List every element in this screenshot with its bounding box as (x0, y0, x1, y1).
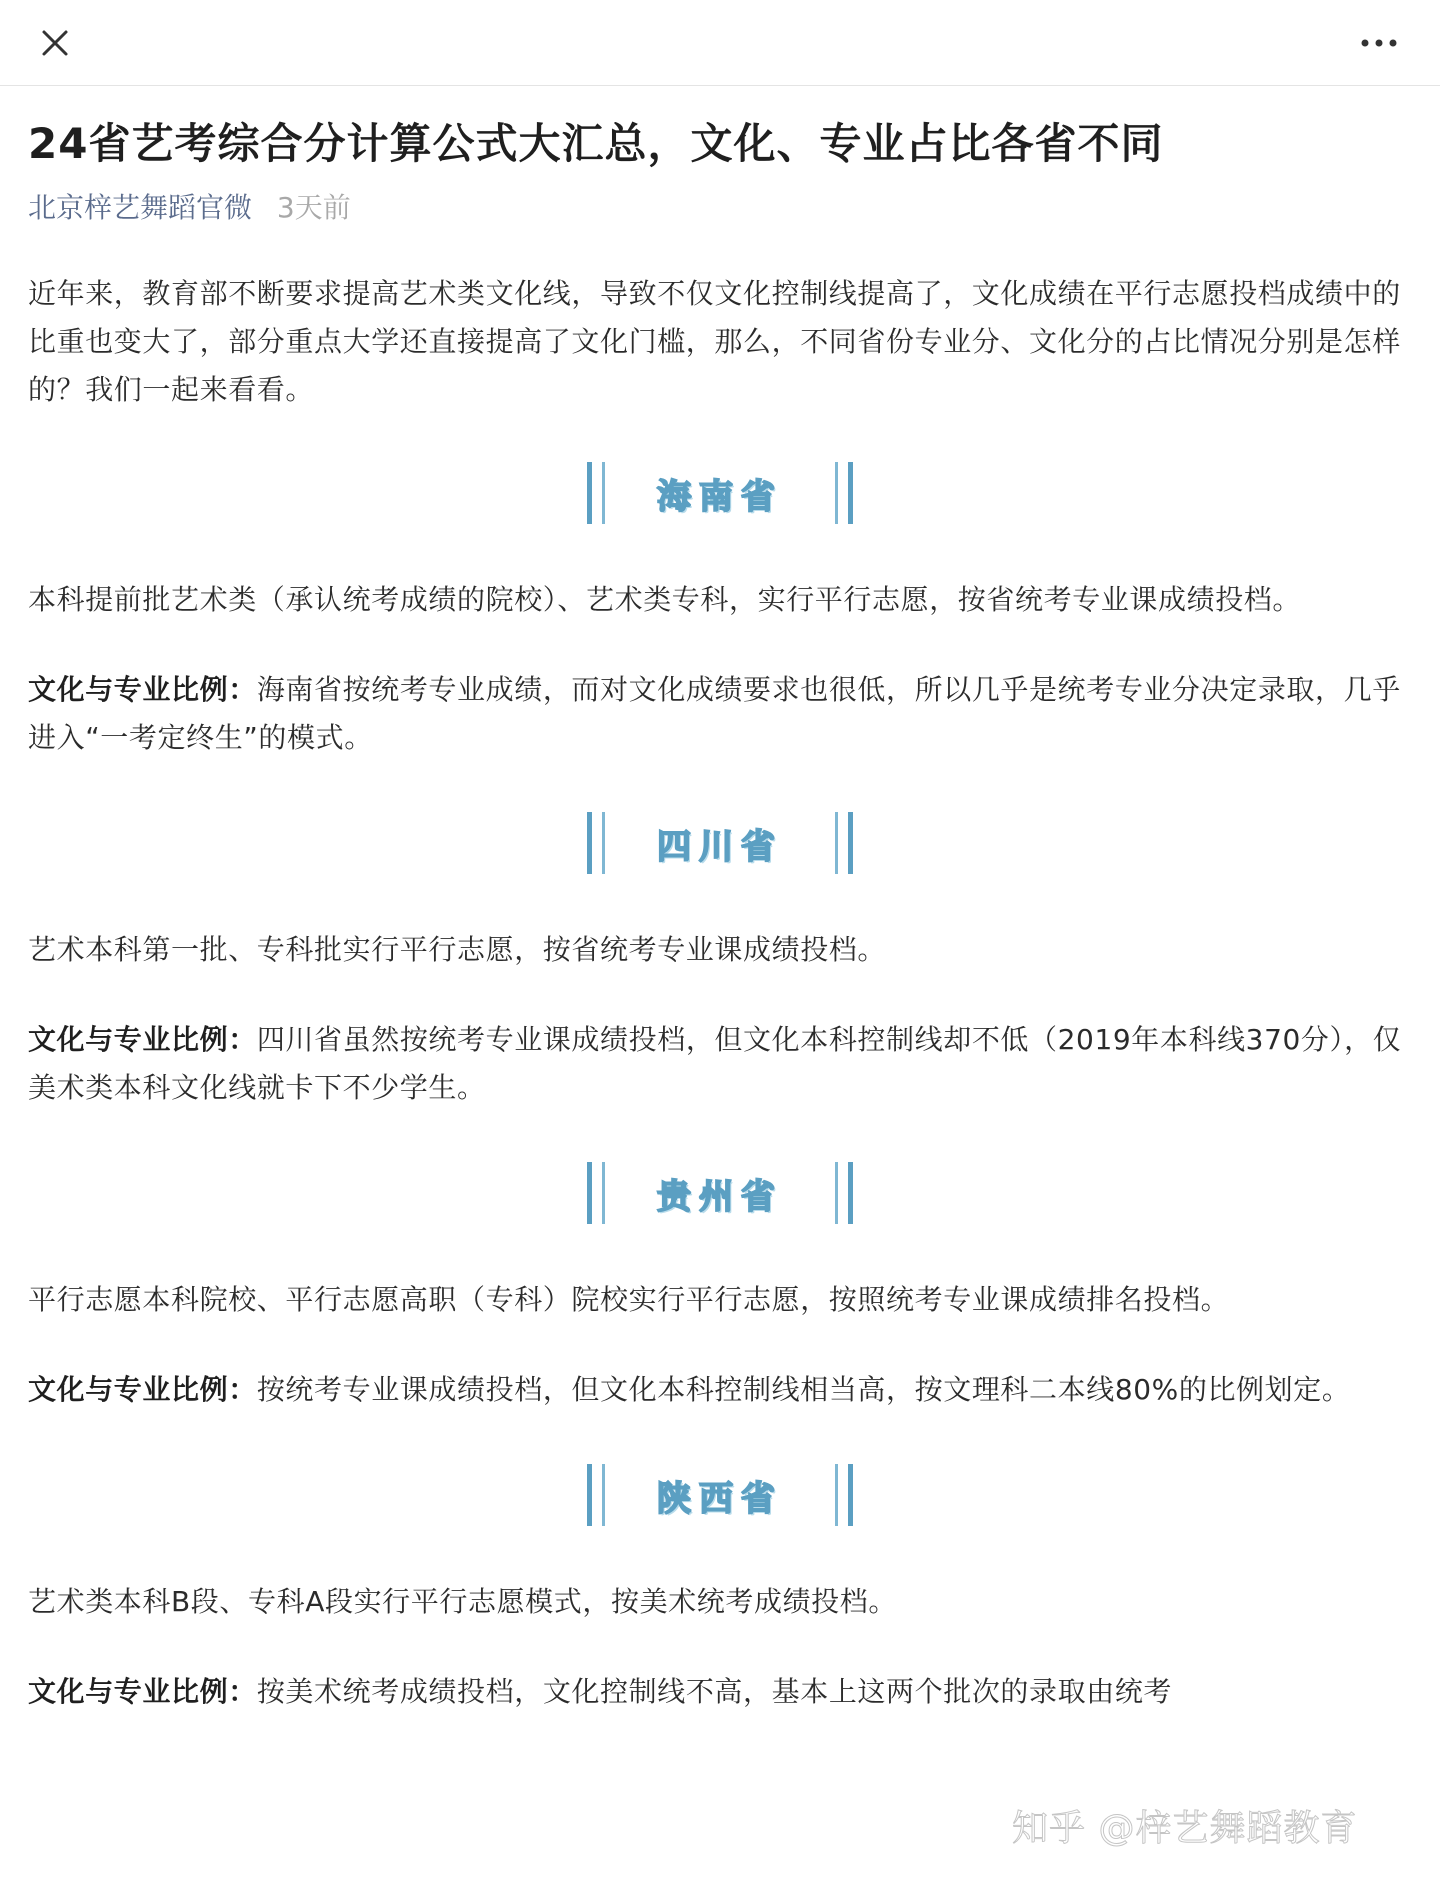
province-label: 四川省 (657, 826, 783, 867)
section-text: 平行志愿本科院校、平行志愿高职（专科）院校实行平行志愿，按照统考专业课成绩排名投档。 (28, 1283, 1230, 1316)
watermark: 知乎 @梓艺舞蹈教育 (1012, 1808, 1358, 1849)
province-label: 贵州省 (657, 1176, 783, 1217)
ratio-paragraph (28, 1668, 1412, 1716)
province-label: 陕西省 (657, 1478, 783, 1519)
ratio-text: 四川省虽然按统考专业课成绩投档，但文化本科控制线却不低（2019年本科线370分），仅美术类本科文化线就卡下不少学生。 (28, 1023, 1402, 1104)
publish-time: 3天前 (276, 191, 351, 224)
more-dots-icon (1352, 22, 1406, 64)
ratio-paragraph (28, 666, 1412, 762)
ratio-text: 海南省按统考专业成绩，而对文化成绩要求也很低，所以几乎是统考专业分决定录取，几乎进入“一考定终生”的模式。 (28, 673, 1401, 754)
ratio-text: 按统考专业课成绩投档，但文化本科控制线相当高，按文理科二本线80%的比例划定。 (256, 1373, 1351, 1406)
ratio-label: 文化与专业比例： (28, 1675, 257, 1708)
intro-paragraph: 近年来，教育部不断要求提高艺术类文化线，导致不仅文化控制线提高了，文化成绩在平行志愿投档成绩中的比重也变大了，部分重点大学还直接提高了文化门槛，那么，不同省份专业分、文化分的占比情况分别是怎样的？我们一起来看看。 (28, 277, 1401, 406)
section-heading-guizhou (28, 1160, 1412, 1226)
right-bars-icon (835, 812, 853, 874)
section-text: 艺术类本科B段、专科A段实行平行志愿模式，按美术统考成绩投档。 (28, 1585, 897, 1618)
ratio-label: 文化与专业比例： (28, 1023, 257, 1056)
article-meta (28, 188, 1412, 228)
left-bars-icon (587, 812, 605, 874)
left-bars-icon (587, 1162, 605, 1224)
ratio-label: 文化与专业比例： (28, 673, 257, 706)
close-button[interactable] (34, 22, 76, 64)
section-text: 本科提前批艺术类（承认统考成绩的院校）、艺术类专科，实行平行志愿，按省统考专业课成绩投档。 (28, 583, 1302, 616)
section-heading-hainan (28, 460, 1412, 526)
ratio-label: 文化与专业比例： (28, 1373, 257, 1406)
left-bars-icon (587, 462, 605, 524)
more-options-button[interactable] (1352, 22, 1406, 64)
province-label: 海南省 (657, 476, 783, 517)
right-bars-icon (835, 1162, 853, 1224)
section-heading-shaanxi (28, 1462, 1412, 1528)
section-text: 艺术本科第一批、专科批实行平行志愿，按省统考专业课成绩投档。 (28, 933, 887, 966)
section-heading-sichuan (28, 810, 1412, 876)
article-title: 24省艺考综合分计算公式大汇总，文化、专业占比各省不同 (28, 119, 1164, 168)
right-bars-icon (835, 1464, 853, 1526)
top-bar (0, 0, 1440, 86)
right-bars-icon (835, 462, 853, 524)
ratio-text: 按美术统考成绩投档，文化控制线不高，基本上这两个批次的录取由统考 (256, 1675, 1173, 1708)
ratio-paragraph (28, 1366, 1412, 1414)
left-bars-icon (587, 1464, 605, 1526)
close-icon (34, 22, 76, 64)
article (28, 86, 1412, 1716)
author-link[interactable]: 北京梓艺舞蹈官微 (28, 191, 253, 224)
ratio-paragraph (28, 1016, 1412, 1112)
